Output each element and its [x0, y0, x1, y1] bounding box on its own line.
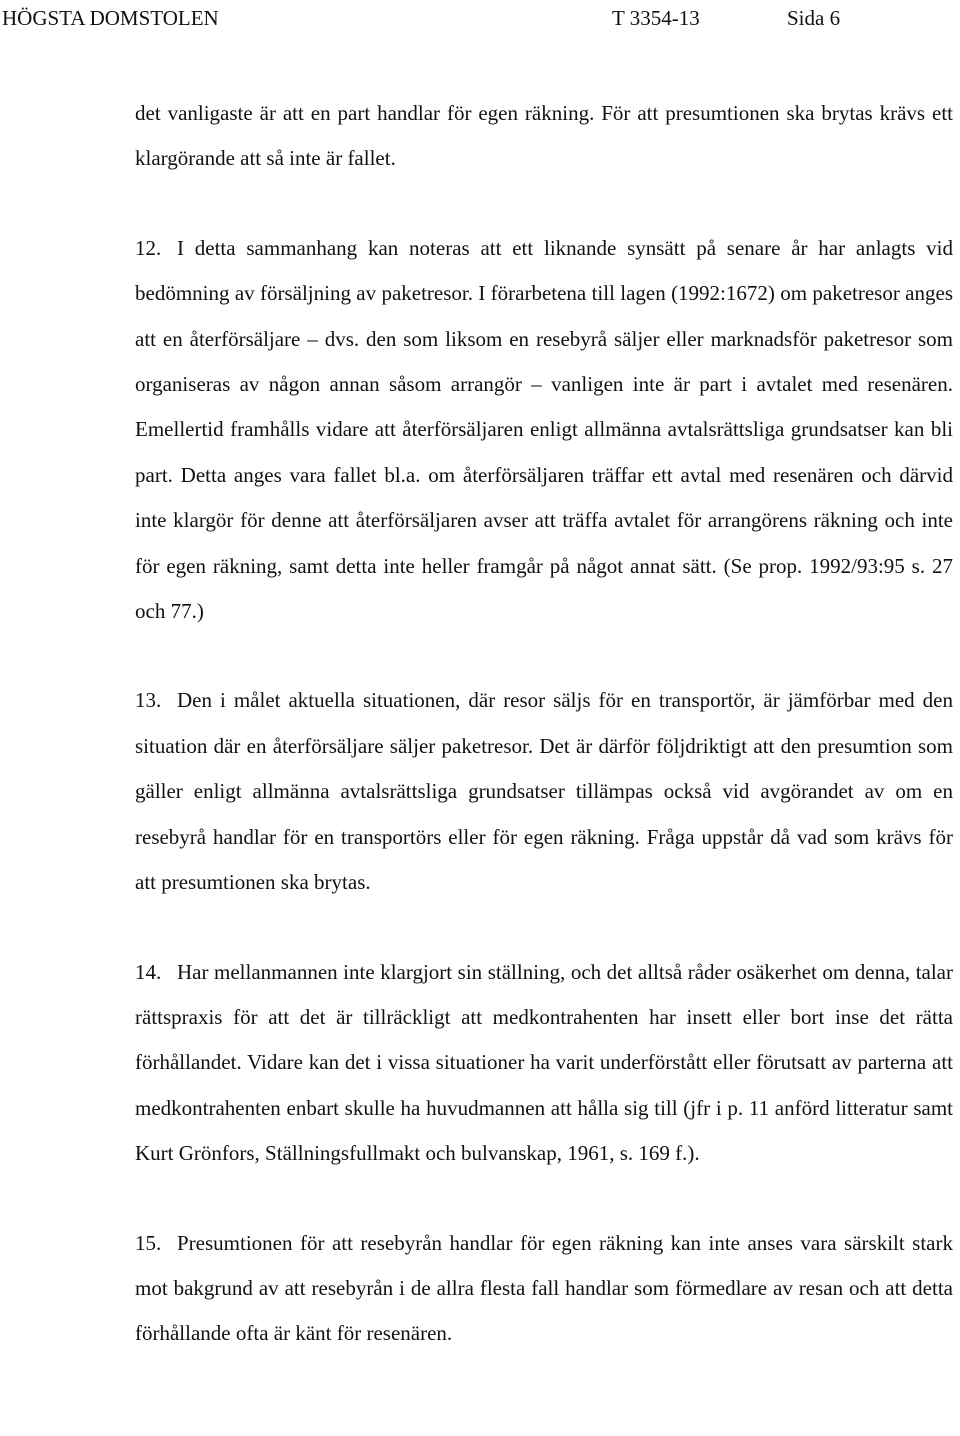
paragraph-number: 15. [135, 1230, 162, 1255]
paragraph-number: 14. [135, 959, 162, 984]
paragraph-text: Har mellanmannen inte klargjort sin ställning, och det alltså råder osäkerhet om denna, talar rättspraxis för att det är tillräckligt att medkontrahenten har insett eller bort inse det rätta förhållandet. Vidare kan det i vissa situationer ha varit underförstått eller förutsatt av parterna att medkontrahenten enbart skulle ha huvudmannen att hålla sig till (jfr i p. 11 anförd litteratur samt Kurt Grönfors, Ställningsfullmakt och bulvanskap, 1961, s. 169 f.). [135, 959, 953, 1166]
paragraph-text: Den i målet aktuella situationen, där resor säljs för en transportör, är jämförbar med den situation där en återförsäljare säljer paketresor. Det är därför följdriktigt att den presumtion som gäller enligt allmänna avtalsrättsliga grundsatser tillämpas också vid avgörandet av om en resebyrå handlar för en transportörs eller för egen räkning. Fråga uppstår då vad som krävs för att presumtionen ska brytas. [135, 688, 953, 895]
paragraph-12 [135, 226, 953, 635]
paragraph-text: Presumtionen för att resebyrån handlar för egen räkning kan inte anses vara särskilt stark mot bakgrund av att resebyrån i de allra flesta fall handlar som förmedlare av resan och att detta förhållande ofta är känt för resenären. [135, 1230, 953, 1346]
paragraph-number: 12. [135, 235, 162, 260]
paragraph-text: det vanligaste är att en part handlar för egen räkning. För att presumtionen ska brytas krävs ett klargörande att så inte är fallet. [135, 101, 953, 171]
paragraph-continuation [135, 91, 953, 182]
page-number: Sida 6 [787, 6, 841, 30]
court-name: HÖGSTA DOMSTOLEN [2, 6, 219, 30]
case-number: T 3354-13 [612, 6, 700, 30]
paragraph-15 [135, 1221, 953, 1357]
paragraph-13 [135, 678, 953, 905]
document-body [135, 91, 953, 1357]
paragraph-number: 13. [135, 688, 162, 713]
page-header [0, 3, 960, 33]
paragraph-text: I detta sammanhang kan noteras att ett liknande synsätt på senare år har anlagts vid bedömning av försäljning av paketresor. I förarbetena till lagen (1992:1672) om paketresor anges att en återförsäljare – dvs. den som liksom en resebyrå säljer eller marknadsför paketresor som organiseras av någon annan såsom arrangör – vanligen inte är part i avtalet med resenären. Emellertid framhålls vidare att återförsäljaren enligt allmänna avtalsrättsliga grundsatser kan bli part. Detta anges vara fallet bl.a. om återförsäljaren träffar ett avtal med resenären och därvid inte klargör för denne att återförsäljaren avser att träffa avtalet för arrangörens räkning och inte för egen räkning, samt detta inte heller framgår på något annat sätt. (Se prop. 1992/93:95 s. 27 och 77.) [135, 235, 953, 624]
paragraph-14 [135, 950, 953, 1177]
